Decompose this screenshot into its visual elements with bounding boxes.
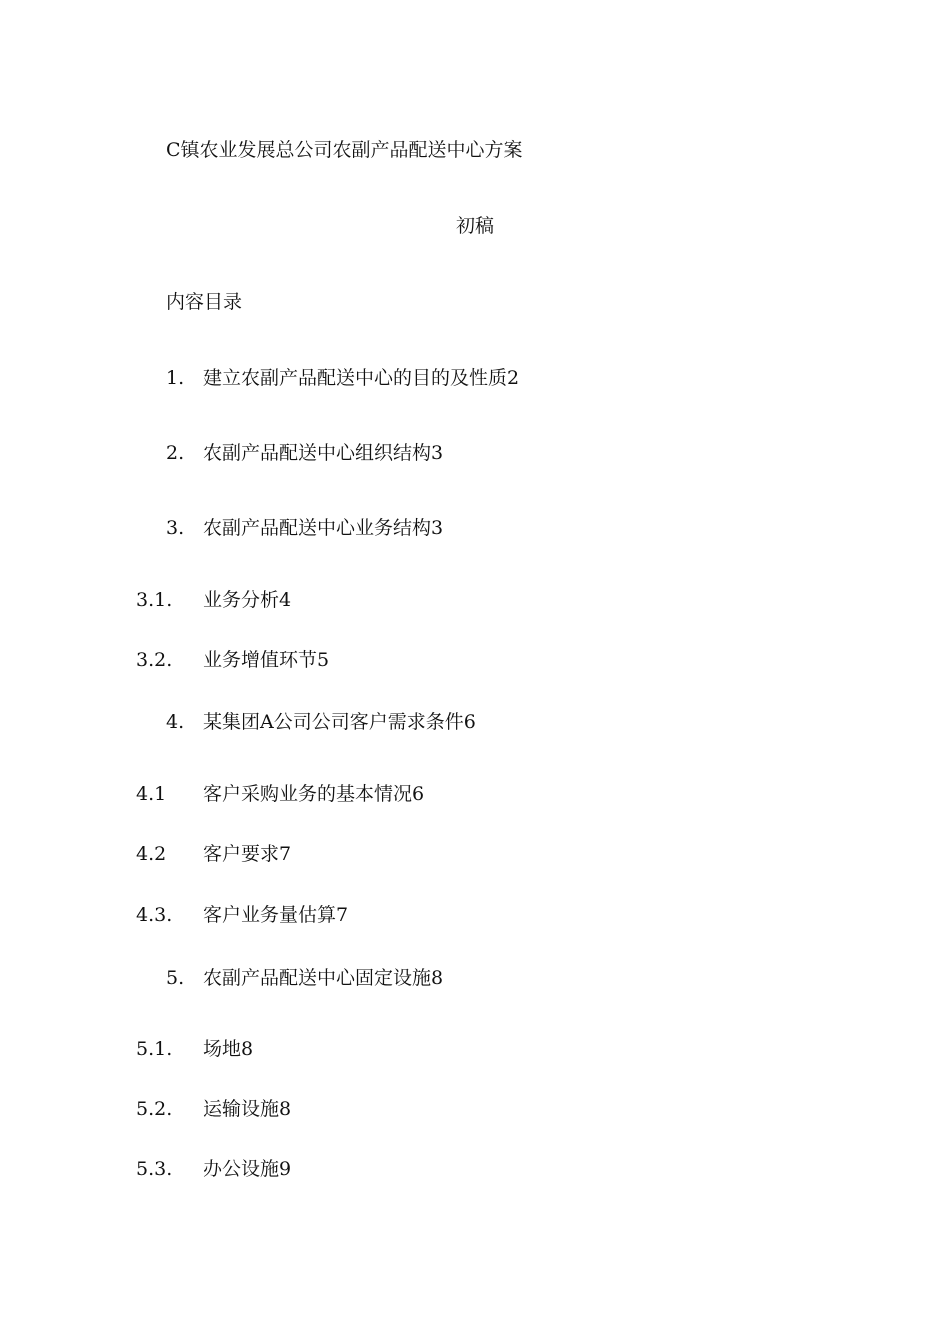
toc-entry-number: 3. [166,517,185,539]
toc-entry-number: 4.3. [136,904,173,926]
toc-entry-text: 农副产品配送中心固定设施8 [203,967,444,989]
toc-entry-number: 4.1 [136,783,167,805]
toc-entry-number: 4.2 [136,843,167,865]
toc-entry-text: 农副产品配送中心业务结构3 [203,517,444,539]
toc-entry-text: 业务增值环节5 [203,649,330,671]
toc-entry-5-2[interactable] [0,1097,950,1121]
document-title: C镇农业发展总公司农副产品配送中心方案 [166,139,523,161]
toc-heading: 内容目录 [166,291,243,313]
toc-entry-5-1[interactable] [0,1037,950,1061]
document-subtitle: 初稿 [455,215,494,237]
toc-entry-number: 3.2. [136,649,173,671]
toc-entry-text: 场地8 [203,1038,254,1060]
toc-entry-3-2[interactable] [0,648,950,672]
toc-entry-number: 1. [166,367,185,389]
toc-entry-2[interactable] [0,441,950,465]
toc-entry-number: 4. [166,711,185,733]
toc-entry-4-3[interactable] [0,903,950,927]
toc-entry-4-1[interactable] [0,782,950,806]
toc-entry-text: 农副产品配送中心组织结构3 [203,442,444,464]
toc-entry-3[interactable] [0,516,950,540]
toc-entry-number: 5. [166,967,185,989]
toc-entry-text: 某集团A公司公司客户需求条件6 [203,711,476,733]
toc-entry-3-1[interactable] [0,588,950,612]
toc-entry-4-2[interactable] [0,842,950,866]
toc-entry-number: 5.1. [136,1038,173,1060]
toc-entry-number: 5.2. [136,1098,173,1120]
toc-entry-text: 客户要求7 [203,843,292,865]
toc-entry-text: 建立农副产品配送中心的目的及性质2 [203,367,520,389]
toc-entry-number: 3.1. [136,589,173,611]
toc-entry-text: 业务分析4 [203,589,292,611]
toc-entry-5[interactable] [0,966,950,990]
toc-entry-number: 2. [166,442,185,464]
toc-entry-text: 运输设施8 [203,1098,292,1120]
toc-entry-text: 客户业务量估算7 [203,904,349,926]
toc-entry-text: 办公设施9 [203,1158,292,1180]
toc-entry-text: 客户采购业务的基本情况6 [203,783,425,805]
toc-entry-1[interactable] [0,366,950,390]
toc-entry-5-3[interactable] [0,1157,950,1181]
toc-entry-4[interactable] [0,710,950,734]
toc-entry-number: 5.3. [136,1158,173,1180]
